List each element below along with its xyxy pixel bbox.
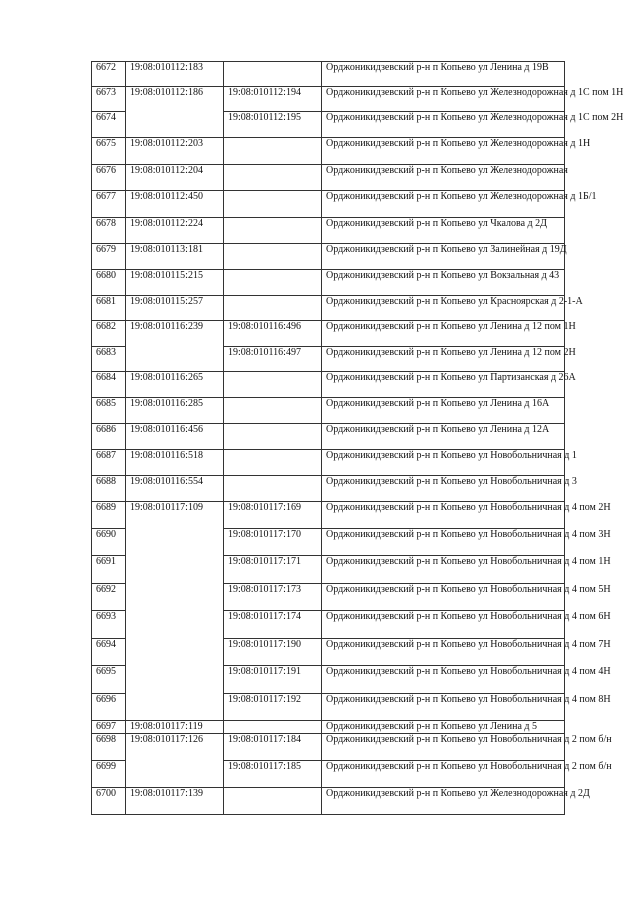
- row-number: 6690: [92, 529, 126, 556]
- premises-cadastral-number: [224, 372, 322, 398]
- address-text: Орджоникидзевский р-н п Копьево ул Новобольничная д 4 пом 4Н: [326, 666, 611, 677]
- premises-cadastral-number: 19:08:010117:174: [224, 611, 322, 639]
- address-text: Орджоникидзевский р-н п Копьево ул Ленина д 12 пом 2Н: [326, 347, 576, 358]
- address-cell: [322, 321, 576, 347]
- address-text: Орджоникидзевский р-н п Копьево ул Новобольничная д 4 пом 3Н: [326, 529, 611, 540]
- address-text: Орджоникидзевский р-н п Копьево ул Новобольничная д 4 пом 2Н: [326, 502, 611, 513]
- address-text: Орджоникидзевский р-н п Копьево ул Партизанская д 26А: [326, 372, 576, 383]
- cadastral-number: 19:08:010117:126: [126, 734, 224, 788]
- premises-cadastral-number: [224, 788, 322, 815]
- address-cell: [322, 112, 624, 138]
- table-row: [92, 424, 565, 450]
- address-cell: [322, 584, 611, 611]
- cadastral-number: 19:08:010112:203: [126, 138, 224, 165]
- row-number: 6672: [92, 62, 126, 87]
- cadastral-number: 19:08:010112:183: [126, 62, 224, 87]
- table-row: [92, 450, 565, 476]
- table-row: [92, 398, 565, 424]
- address-text: Орджоникидзевский р-н п Копьево ул Залинейная д 19Д: [326, 244, 567, 255]
- address-cell: [322, 191, 597, 218]
- premises-cadastral-number: 19:08:010112:194: [224, 87, 322, 112]
- premises-cadastral-number: [224, 476, 322, 502]
- cadastral-number: 19:08:010115:257: [126, 296, 224, 321]
- address-cell: [322, 244, 565, 270]
- premises-cadastral-number: 19:08:010117:185: [224, 761, 322, 788]
- address-text: Орджоникидзевский р-н п Копьево ул Ленина д 16А: [326, 398, 550, 409]
- cadastral-number: 19:08:010112:450: [126, 191, 224, 218]
- table-row: [92, 87, 565, 112]
- premises-cadastral-number: [224, 191, 322, 218]
- premises-cadastral-number: 19:08:010117:191: [224, 666, 322, 694]
- address-text: Орджоникидзевский р-н п Копьево ул Ленина д 19В: [326, 62, 549, 73]
- premises-cadastral-number: 19:08:010112:195: [224, 112, 322, 138]
- cadastral-number: 19:08:010116:285: [126, 398, 224, 424]
- row-number: 6683: [92, 347, 126, 372]
- table-row: [92, 244, 565, 270]
- row-number: 6696: [92, 694, 126, 721]
- premises-cadastral-number: [224, 296, 322, 321]
- premises-cadastral-number: [224, 244, 322, 270]
- premises-cadastral-number: 19:08:010117:190: [224, 639, 322, 666]
- address-cell: [322, 639, 611, 666]
- row-number: 6684: [92, 372, 126, 398]
- cadastral-number: 19:08:010116:239: [126, 321, 224, 372]
- address-text: Орджоникидзевский р-н п Копьево ул Новобольничная д 4 пом 5Н: [326, 584, 611, 595]
- row-number: 6693: [92, 611, 126, 639]
- address-cell: [322, 666, 611, 694]
- row-number: 6682: [92, 321, 126, 347]
- address-cell: [322, 138, 591, 165]
- premises-cadastral-number: 19:08:010117:170: [224, 529, 322, 556]
- row-number: 6674: [92, 112, 126, 138]
- address-text: Орджоникидзевский р-н п Копьево ул Новобольничная д 4 пом 8Н: [326, 694, 611, 705]
- table-row: [92, 788, 565, 815]
- row-number: 6697: [92, 721, 126, 734]
- row-number: 6685: [92, 398, 126, 424]
- premises-cadastral-number: [224, 450, 322, 476]
- premises-cadastral-number: 19:08:010117:169: [224, 502, 322, 529]
- row-number: 6680: [92, 270, 126, 296]
- row-number: 6699: [92, 761, 126, 788]
- table-row: [92, 165, 565, 191]
- address-cell: [322, 502, 611, 529]
- registry-table-body: [92, 62, 624, 815]
- address-cell: [322, 218, 565, 244]
- premises-cadastral-number: [224, 218, 322, 244]
- address-text: Орджоникидзевский р-н п Копьево ул Железнодорожная д 1Б/1: [326, 191, 597, 202]
- cadastral-number: 19:08:010112:204: [126, 165, 224, 191]
- cadastral-number: 19:08:010113:181: [126, 244, 224, 270]
- row-number: 6677: [92, 191, 126, 218]
- row-number: 6691: [92, 556, 126, 584]
- table-row: [92, 721, 565, 734]
- premises-cadastral-number: 19:08:010117:184: [224, 734, 322, 761]
- premises-cadastral-number: 19:08:010116:496: [224, 321, 322, 347]
- address-cell: [322, 761, 612, 788]
- cadastral-number: 19:08:010115:215: [126, 270, 224, 296]
- address-cell: [322, 270, 565, 296]
- row-number: 6679: [92, 244, 126, 270]
- table-row: [92, 191, 565, 218]
- row-number: 6678: [92, 218, 126, 244]
- cadastral-number: 19:08:010117:139: [126, 788, 224, 815]
- table-row: [92, 296, 565, 321]
- address-cell: [322, 87, 624, 112]
- address-cell: [322, 556, 611, 584]
- cadastral-number: 19:08:010116:518: [126, 450, 224, 476]
- address-text: Орджоникидзевский р-н п Копьево ул Железнодорожная: [326, 165, 568, 176]
- row-number: 6676: [92, 165, 126, 191]
- table-row: [92, 372, 565, 398]
- row-number: 6695: [92, 666, 126, 694]
- table-row: [92, 734, 565, 761]
- row-number: 6673: [92, 87, 126, 112]
- row-number: 6686: [92, 424, 126, 450]
- address-cell: [322, 611, 611, 639]
- cadastral-number: 19:08:010116:456: [126, 424, 224, 450]
- address-text: Орджоникидзевский р-н п Копьево ул Новобольничная д 4 пом 7Н: [326, 639, 611, 650]
- address-text: Орджоникидзевский р-н п Копьево ул Ленина д 12А: [326, 424, 550, 435]
- premises-cadastral-number: [224, 398, 322, 424]
- premises-cadastral-number: [224, 62, 322, 87]
- table-row: [92, 502, 565, 529]
- table-row: [92, 321, 565, 347]
- table-row: [92, 270, 565, 296]
- address-text: Орджоникидзевский р-н п Копьево ул Новобольничная д 3: [326, 476, 577, 487]
- address-cell: [322, 734, 612, 761]
- table-row: [92, 218, 565, 244]
- address-cell: [322, 529, 611, 556]
- address-text: Орджоникидзевский р-н п Копьево ул Чкалова д 2Д: [326, 218, 547, 229]
- premises-cadastral-number: 19:08:010117:171: [224, 556, 322, 584]
- address-cell: [322, 347, 576, 372]
- cadastral-number: 19:08:010116:265: [126, 372, 224, 398]
- address-text: Орджоникидзевский р-н п Копьево ул Железнодорожная д 1С пом 1Н: [326, 87, 624, 98]
- address-text: Орджоникидзевский р-н п Копьево ул Новобольничная д 2 пом б/н: [326, 761, 612, 772]
- row-number: 6687: [92, 450, 126, 476]
- address-text: Орджоникидзевский р-н п Копьево ул Новобольничная д 4 пом 6Н: [326, 611, 611, 622]
- address-text: Орджоникидзевский р-н п Копьево ул Новобольничная д 4 пом 1Н: [326, 556, 611, 567]
- address-cell: [322, 424, 565, 450]
- address-cell: [322, 788, 590, 815]
- row-number: 6698: [92, 734, 126, 761]
- premises-cadastral-number: [224, 270, 322, 296]
- cadastral-number: 19:08:010116:554: [126, 476, 224, 502]
- address-text: Орджоникидзевский р-н п Копьево ул Красноярская д 2-1-А: [326, 296, 583, 307]
- premises-cadastral-number: 19:08:010116:497: [224, 347, 322, 372]
- address-text: Орджоникидзевский р-н п Копьево ул Новобольничная д 1: [326, 450, 577, 461]
- cadastral-number: 19:08:010117:119: [126, 721, 224, 734]
- row-number: 6694: [92, 639, 126, 666]
- premises-cadastral-number: [224, 424, 322, 450]
- table-row: [92, 476, 565, 502]
- address-cell: [322, 398, 565, 424]
- table-row: [92, 62, 565, 87]
- address-cell: [322, 165, 568, 191]
- row-number: 6681: [92, 296, 126, 321]
- row-number: 6692: [92, 584, 126, 611]
- row-number: 6688: [92, 476, 126, 502]
- address-cell: [322, 476, 577, 502]
- address-text: Орджоникидзевский р-н п Копьево ул Железнодорожная д 2Д: [326, 788, 590, 799]
- address-cell: [322, 721, 565, 734]
- cadastral-number: 19:08:010112:224: [126, 218, 224, 244]
- cadastral-number: 19:08:010117:109: [126, 502, 224, 721]
- address-text: Орджоникидзевский р-н п Копьево ул Железнодорожная д 1Н: [326, 138, 591, 149]
- row-number: 6700: [92, 788, 126, 815]
- premises-cadastral-number: 19:08:010117:173: [224, 584, 322, 611]
- address-cell: [322, 694, 611, 721]
- cadastral-number: 19:08:010112:186: [126, 87, 224, 138]
- address-cell: [322, 450, 577, 476]
- address-text: Орджоникидзевский р-н п Копьево ул Ленина д 12 пом 1Н: [326, 321, 576, 332]
- address-cell: [322, 62, 565, 87]
- address-text: Орджоникидзевский р-н п Копьево ул Ленина д 5: [326, 721, 538, 732]
- registry-table: [91, 61, 624, 815]
- table-row: [92, 138, 565, 165]
- premises-cadastral-number: [224, 138, 322, 165]
- address-text: Орджоникидзевский р-н п Копьево ул Новобольничная д 2 пом б/н: [326, 734, 612, 745]
- address-cell: [322, 296, 583, 321]
- row-number: 6689: [92, 502, 126, 529]
- address-text: Орджоникидзевский р-н п Копьево ул Вокзальная д 43: [326, 270, 560, 281]
- premises-cadastral-number: [224, 721, 322, 734]
- address-text: Орджоникидзевский р-н п Копьево ул Железнодорожная д 1С пом 2Н: [326, 112, 624, 123]
- premises-cadastral-number: [224, 165, 322, 191]
- premises-cadastral-number: 19:08:010117:192: [224, 694, 322, 721]
- address-cell: [322, 372, 576, 398]
- row-number: 6675: [92, 138, 126, 165]
